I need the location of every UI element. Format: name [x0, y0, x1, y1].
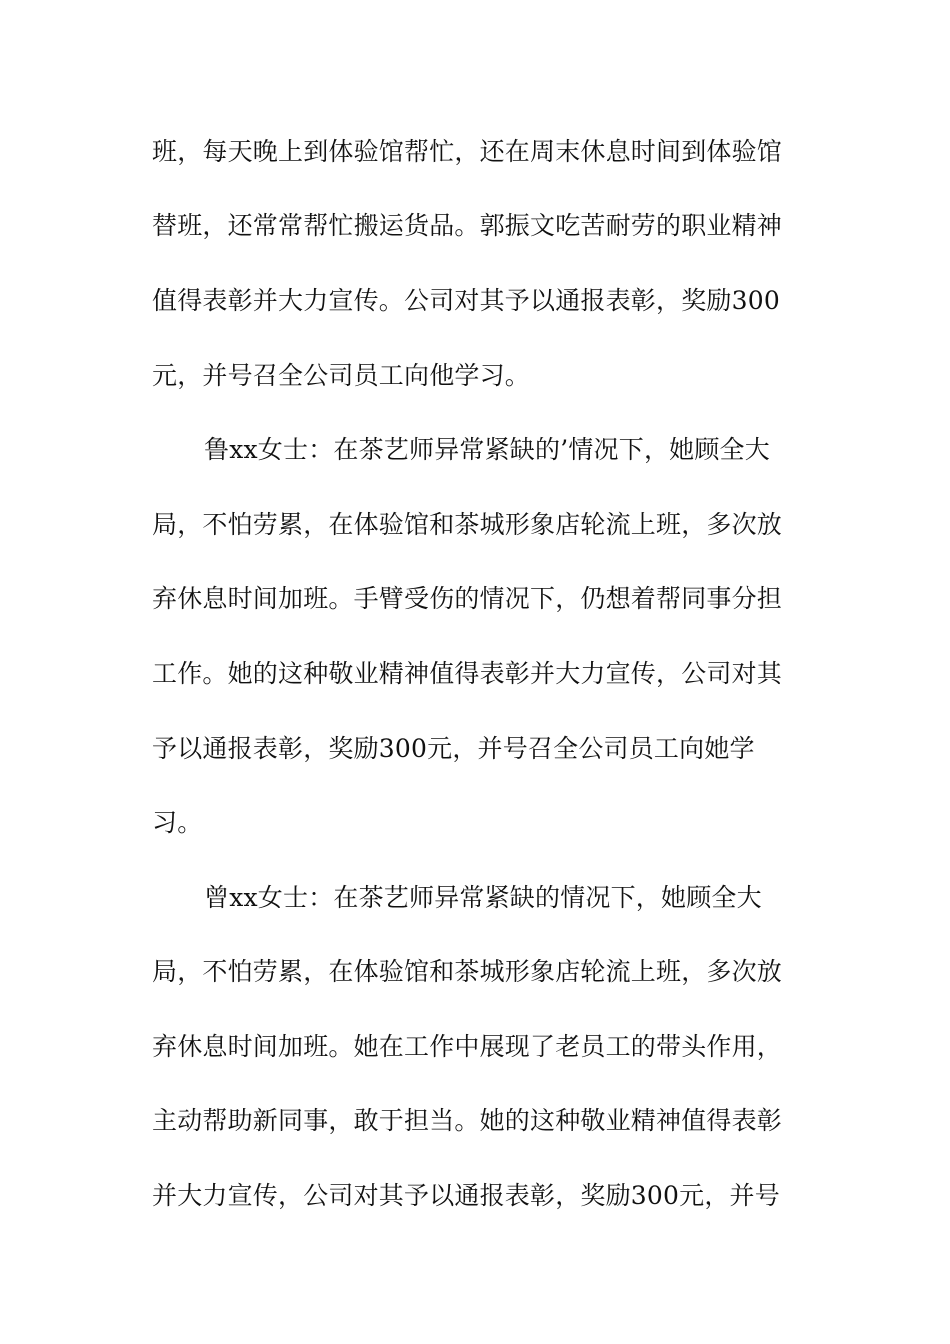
text-line: 予以通报表彰，奖励300元，并号召全公司员工向她学	[152, 734, 755, 763]
text-line: 习。	[152, 808, 203, 837]
text-line: 替班，还常常帮忙搬运货品。郭振文吃苦耐劳的职业精神	[152, 211, 783, 240]
text-line: 弃休息时间加班。她在工作中展现了老员工的带头作用，	[152, 1032, 783, 1061]
text-line: 并大力宣传，公司对其予以通报表彰，奖励300元，并号	[152, 1181, 780, 1210]
text-line: 弃休息时间加班。手臂受伤的情况下，仍想着帮同事分担	[152, 584, 783, 613]
text-line: 值得表彰并大力宣传。公司对其予以通报表彰，奖励300	[152, 286, 780, 315]
paragraph-start-line: 鲁xx女士：在茶艺师异常紧缺的’情况下，她顾全大	[204, 435, 770, 464]
text-line: 班，每天晚上到体验馆帮忙，还在周末休息时间到体验馆	[152, 137, 783, 166]
text-line: 工作。她的这种敬业精神值得表彰并大力宣传，公司对其	[152, 659, 783, 688]
text-line: 主动帮助新同事，敢于担当。她的这种敬业精神值得表彰	[152, 1106, 783, 1135]
paragraph-start-line: 曾xx女士：在茶艺师异常紧缺的情况下，她顾全大	[204, 883, 762, 912]
text-line: 局，不怕劳累，在体验馆和茶城形象店轮流上班，多次放	[152, 957, 783, 986]
text-line: 元，并号召全公司员工向他学习。	[152, 361, 531, 390]
text-line: 局，不怕劳累，在体验馆和茶城形象店轮流上班，多次放	[152, 510, 783, 539]
